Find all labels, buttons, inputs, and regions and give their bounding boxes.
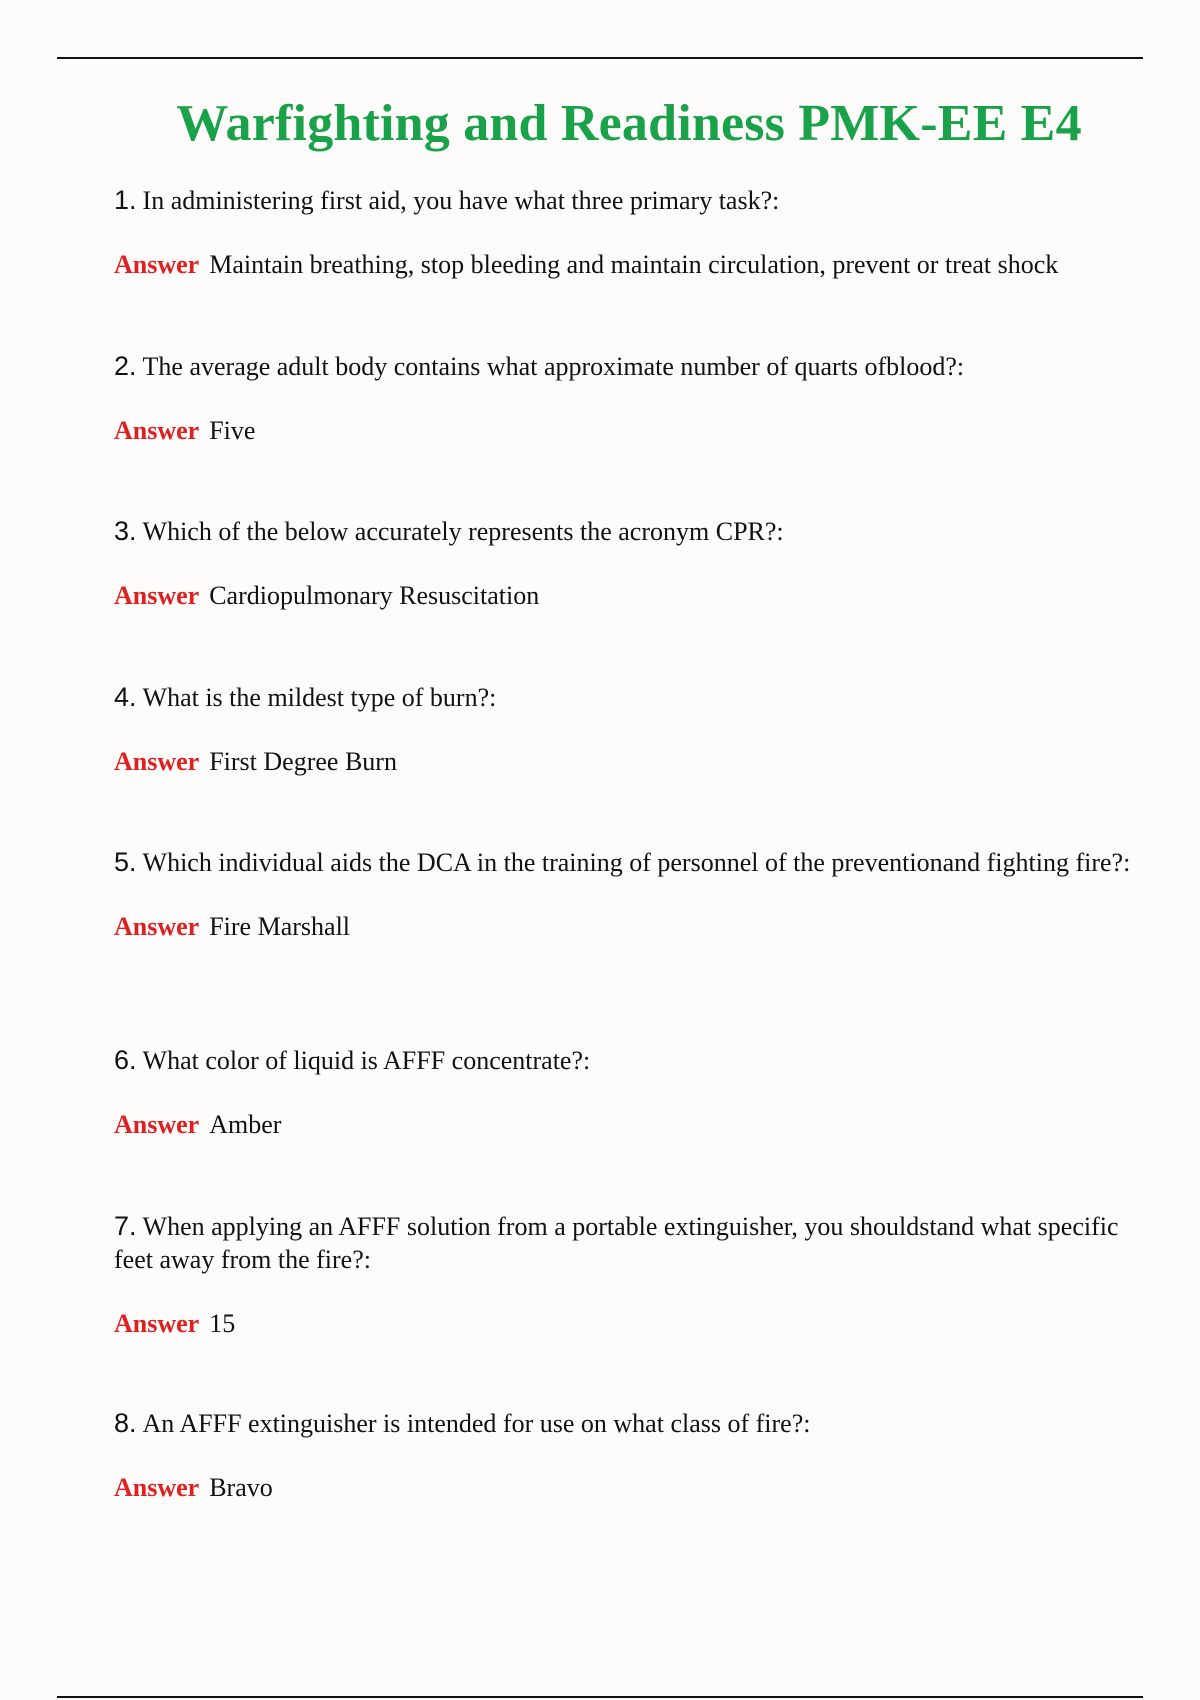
answer-label: Answer [114, 581, 200, 610]
qa-item-6 [114, 1044, 1134, 1141]
question-number: 1. [114, 185, 137, 215]
question-text: An AFFF extinguisher is intended for use on what class of fire?: [142, 1409, 811, 1438]
answer-label: Answer [114, 747, 200, 776]
answer-text: Maintain breathing, stop bleeding and maintain circulation, prevent or treat shock [209, 250, 1059, 279]
question-8 [114, 1407, 1134, 1440]
answer-6 [114, 1108, 1134, 1141]
question-text: In administering first aid, you have what three primary task?: [142, 186, 780, 215]
question-text: Which individual aids the DCA in the training of personnel of the preventionand fighting fire?: [142, 848, 1131, 877]
answer-text: Five [209, 416, 256, 445]
answer-label: Answer [114, 912, 200, 941]
question-number: 8. [114, 1408, 137, 1438]
answer-1 [114, 248, 1134, 281]
question-7 [114, 1210, 1134, 1276]
question-5 [114, 846, 1134, 879]
question-1 [114, 184, 1134, 217]
answer-7 [114, 1307, 1134, 1340]
answer-text: 15 [209, 1309, 236, 1338]
question-text: Which of the below accurately represents the acronym CPR?: [142, 517, 784, 546]
answer-text: Bravo [209, 1473, 273, 1502]
question-number: 4. [114, 682, 137, 712]
answer-text: Fire Marshall [209, 912, 351, 941]
answer-label: Answer [114, 1309, 200, 1338]
qa-item-4 [114, 681, 1134, 778]
answer-text: First Degree Burn [209, 747, 397, 776]
question-6 [114, 1044, 1134, 1077]
answer-label: Answer [114, 416, 200, 445]
qa-item-3 [114, 515, 1134, 612]
question-text: What is the mildest type of burn?: [142, 683, 497, 712]
question-text: The average adult body contains what approximate number of quarts ofblood?: [142, 352, 965, 381]
answer-2 [114, 414, 1134, 447]
qa-item-5 [114, 846, 1134, 943]
question-2 [114, 350, 1134, 383]
question-text: When applying an AFFF solution from a portable extinguisher, you shouldstand what specific feet away from the fire?: [114, 1212, 1119, 1274]
qa-item-1 [114, 184, 1134, 281]
question-text: What color of liquid is AFFF concentrate?: [142, 1046, 591, 1075]
answer-4 [114, 745, 1134, 778]
question-number: 6. [114, 1045, 137, 1075]
question-number: 3. [114, 516, 137, 546]
answer-label: Answer [114, 250, 200, 279]
answer-text: Cardiopulmonary Resuscitation [209, 581, 540, 610]
answer-3 [114, 579, 1134, 612]
answer-text: Amber [209, 1110, 282, 1139]
question-number: 7. [114, 1211, 137, 1241]
question-4 [114, 681, 1134, 714]
question-number: 2. [114, 351, 137, 381]
answer-8 [114, 1471, 1134, 1504]
document-title: Warfighting and Readiness PMK-EE E4 [176, 94, 1082, 152]
answer-label: Answer [114, 1110, 200, 1139]
answer-label: Answer [114, 1473, 200, 1502]
answer-5 [114, 910, 1134, 943]
question-number: 5. [114, 847, 137, 877]
qa-item-7 [114, 1210, 1134, 1340]
question-3 [114, 515, 1134, 548]
qa-item-2 [114, 350, 1134, 447]
qa-item-8 [114, 1407, 1134, 1504]
bottom-rule [57, 1696, 1143, 1698]
top-rule [57, 57, 1143, 59]
